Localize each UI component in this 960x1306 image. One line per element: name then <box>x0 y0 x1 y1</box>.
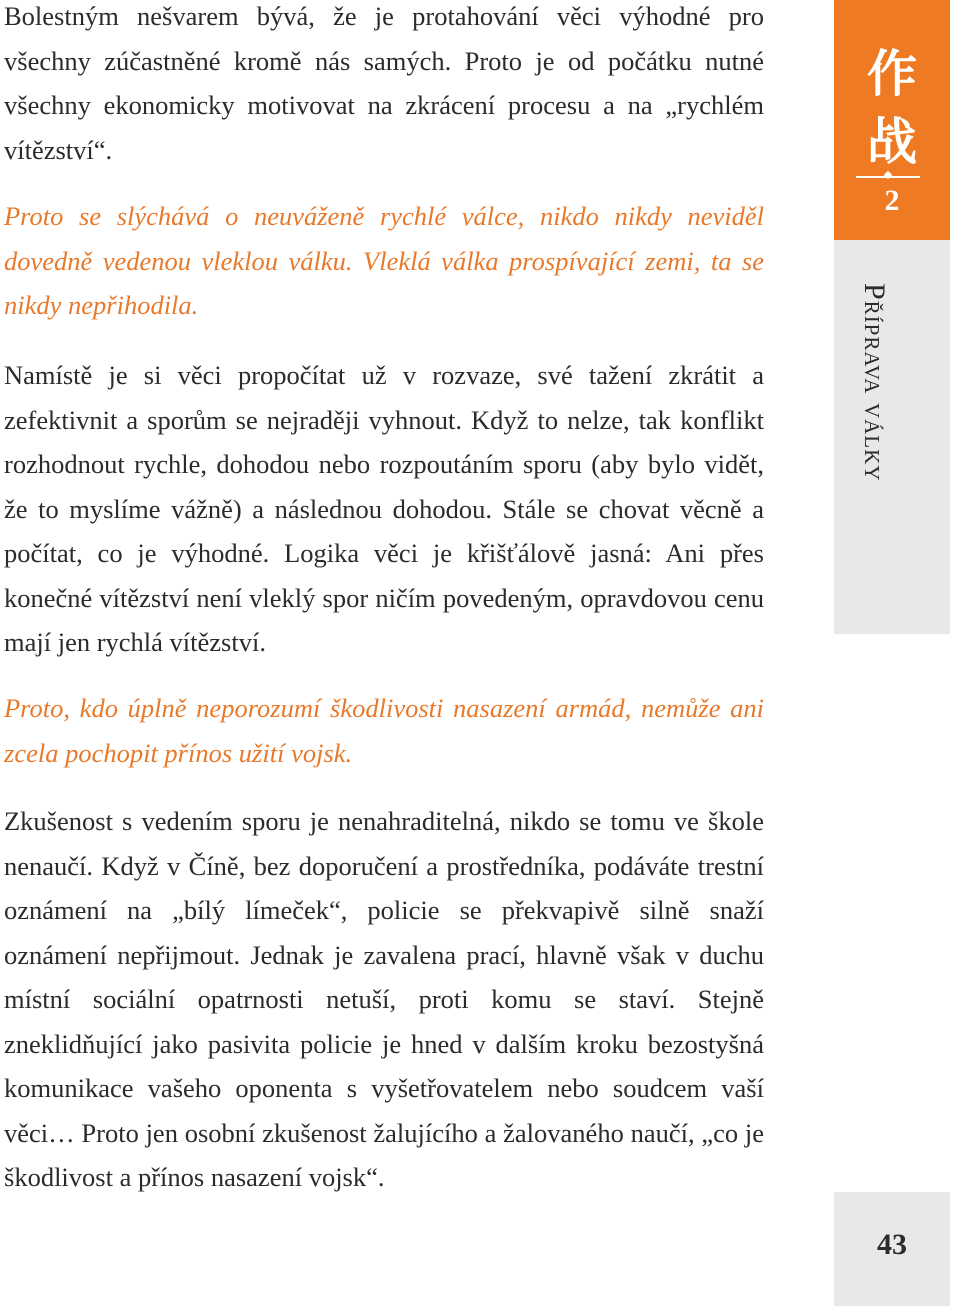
body-paragraph-3: Zkušenost s vedením sporu je nenahraditelná, nikdo se tomu ve škole nenaučí. Když v Číně, bez doporučení a prostředníka, podáváte trestní oznámení na „bílý límeček“, policie se překvapivě silně snaží oznámení nepřijmout. Jednak je zavalena prací, hlavně však v duchu místní sociální opatrnosti netuší, proti komu se staví. Stejně zneklidňující jako pasivita policie je hned v dalším kroku bezostyšná komunikace vašeho oponenta s vyšetřovatelem nebo soudcem vaší věci… Proto jen osobní zkušenost žalujícího a žalovaného naučí, „co je škodlivost a přínos nasazení vojsk“. <box>4 806 764 1192</box>
chapter-title: Příprava války <box>858 283 891 482</box>
body-paragraph-2: Namístě je si věci propočítat už v rozvaze, své tažení zkrátit a zefektivnit a sporům se nejraději vyhnout. Když to nelze, tak konflikt rozhodnout rychle, dohodou nebo rozpoutáním sporu (aby bylo vidět, že to myslíme vážně) a následnou dohodou. Stále se chovat věcně a počítat, co je výhodné. Logika věci je křišťálově jasná: Ani přes konečné vítězství není vleklý spor ničím povedeným, opravdovou cenu mají jen rychlá vítězství. <box>4 360 764 657</box>
chapter-glyph-1: 作 <box>867 45 917 103</box>
chapter-glyphs <box>834 40 950 176</box>
quote-paragraph-1: Proto se slýchává o neuváženě rychlé válce, nikdo nikdy neviděl dovedně vedenou vleklou válku. Vleklá válka prospívající zemi, ta se nikdy nepřihodila. <box>4 201 764 320</box>
quote-paragraph-2: Proto, kdo úplně neporozumí škodlivosti nasazení armád, nemůže ani zcela pochopit přínos užití vojsk. <box>4 693 764 768</box>
chapter-glyph-2: 战 <box>867 113 917 171</box>
chapter-number: 2 <box>884 184 900 217</box>
body-paragraph-1: Bolestným nešvarem bývá, že je protahování věci výhodné pro všechny zúčastněné kromě nás samých. Proto je od počátku nutné všechny ekonomicky motivovat na zkrácení procesu a na „rychlém vítězství“. <box>4 1 764 165</box>
page-number: 43 <box>877 1228 907 1261</box>
